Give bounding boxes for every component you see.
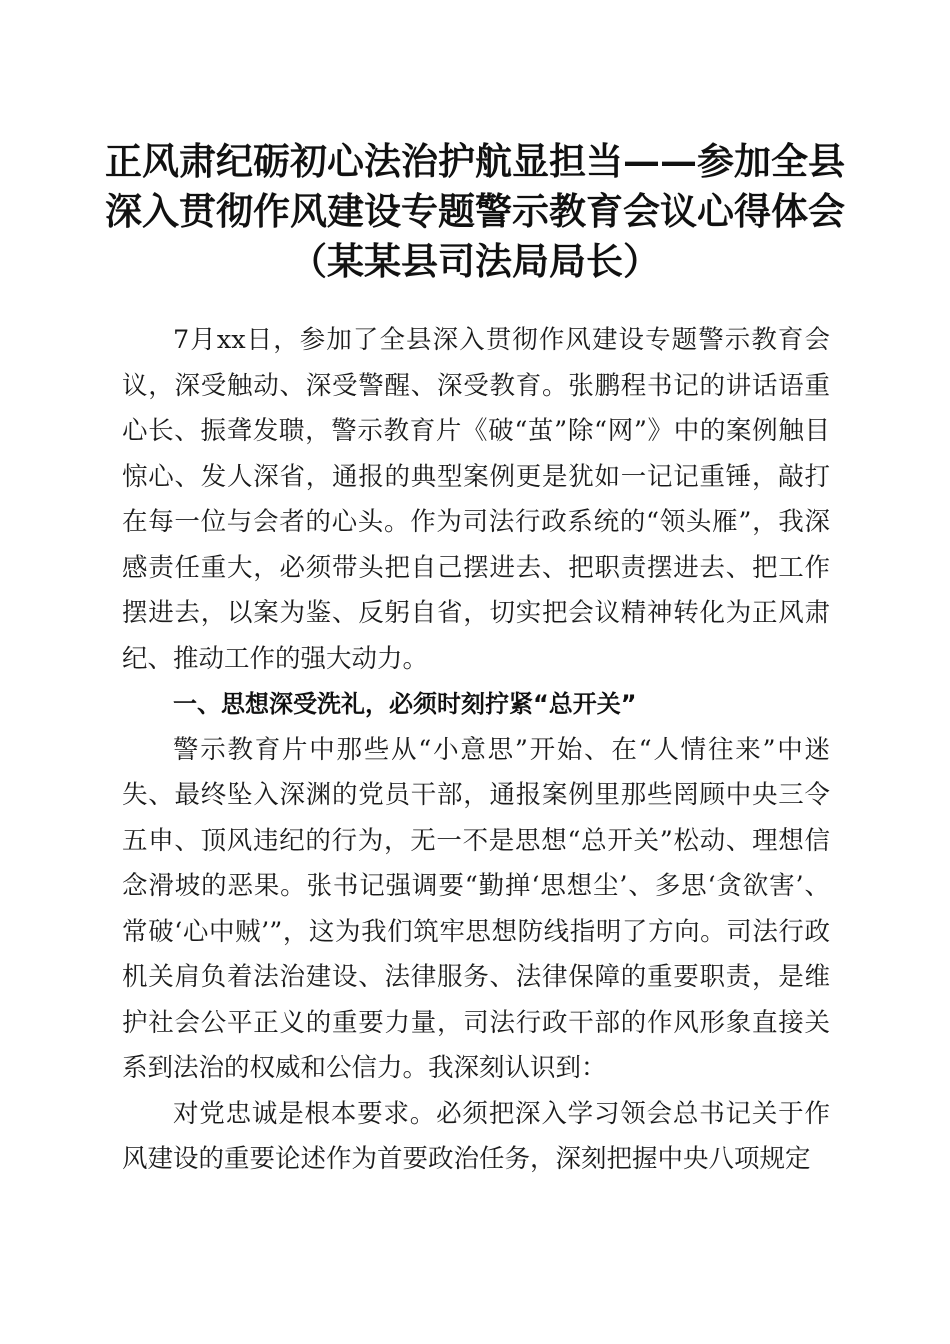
document-title xyxy=(100,136,850,286)
title-line-3: （某某县司法局局长） xyxy=(290,239,660,283)
section-1-paragraph: 警示教育片中那些从“小意思”开始、在“人情往来”中迷失、最终坠入深渊的党员干部，通报案例里那些罔顾中央三令五申、顶风违纪的行为，无一不是思想“总开关”松动、理想信念滑坡的恶果。张书记强调要“勤掸‘思想尘’、多思‘贪欲害’、常破‘心中贼’”，这为我们筑牢思想防线指明了方向。司法行政机关肩负着法治建设、法律服务、法律保障的重要职责，是维护社会公平正义的重要力量，司法行政干部的作风形象直接关系到法治的权威和公信力。我深刻认识到： xyxy=(122,734,830,1083)
intro-paragraph: 7月xx日，参加了全县深入贯彻作风建设专题警示教育会议，深受触动、深受警醒、深受教育。张鹏程书记的讲话语重心长、振聋发聩，警示教育片《破“茧”除“网”》中的案例触目惊心、发人深省，通报的典型案例更是犹如一记记重锤，敲打在每一位与会者的心头。作为司法行政系统的“领头雁”，我深感责任重大，必须带头把自己摆进去、把职责摆进去、把工作摆进去，以案为鉴、反躬自省，切实把会议精神转化为正风肃纪、推动工作的强大动力。 xyxy=(122,325,830,674)
title-line-2: 深入贯彻作风建设专题警示教育会议心得体会 xyxy=(105,189,845,233)
title-line-1: 正风肃纪砺初心法治护航显担当——参加全县 xyxy=(105,139,845,183)
document-body xyxy=(122,318,830,1183)
section-1-point-1: 对党忠诚是根本要求。必须把深入学习领会总书记关于作风建设的重要论述作为首要政治任务，深刻把握中央八项规定 xyxy=(122,1098,830,1174)
section-heading-1: 一、思想深受洗礼，必须时刻拧紧“总开关” xyxy=(173,690,637,718)
